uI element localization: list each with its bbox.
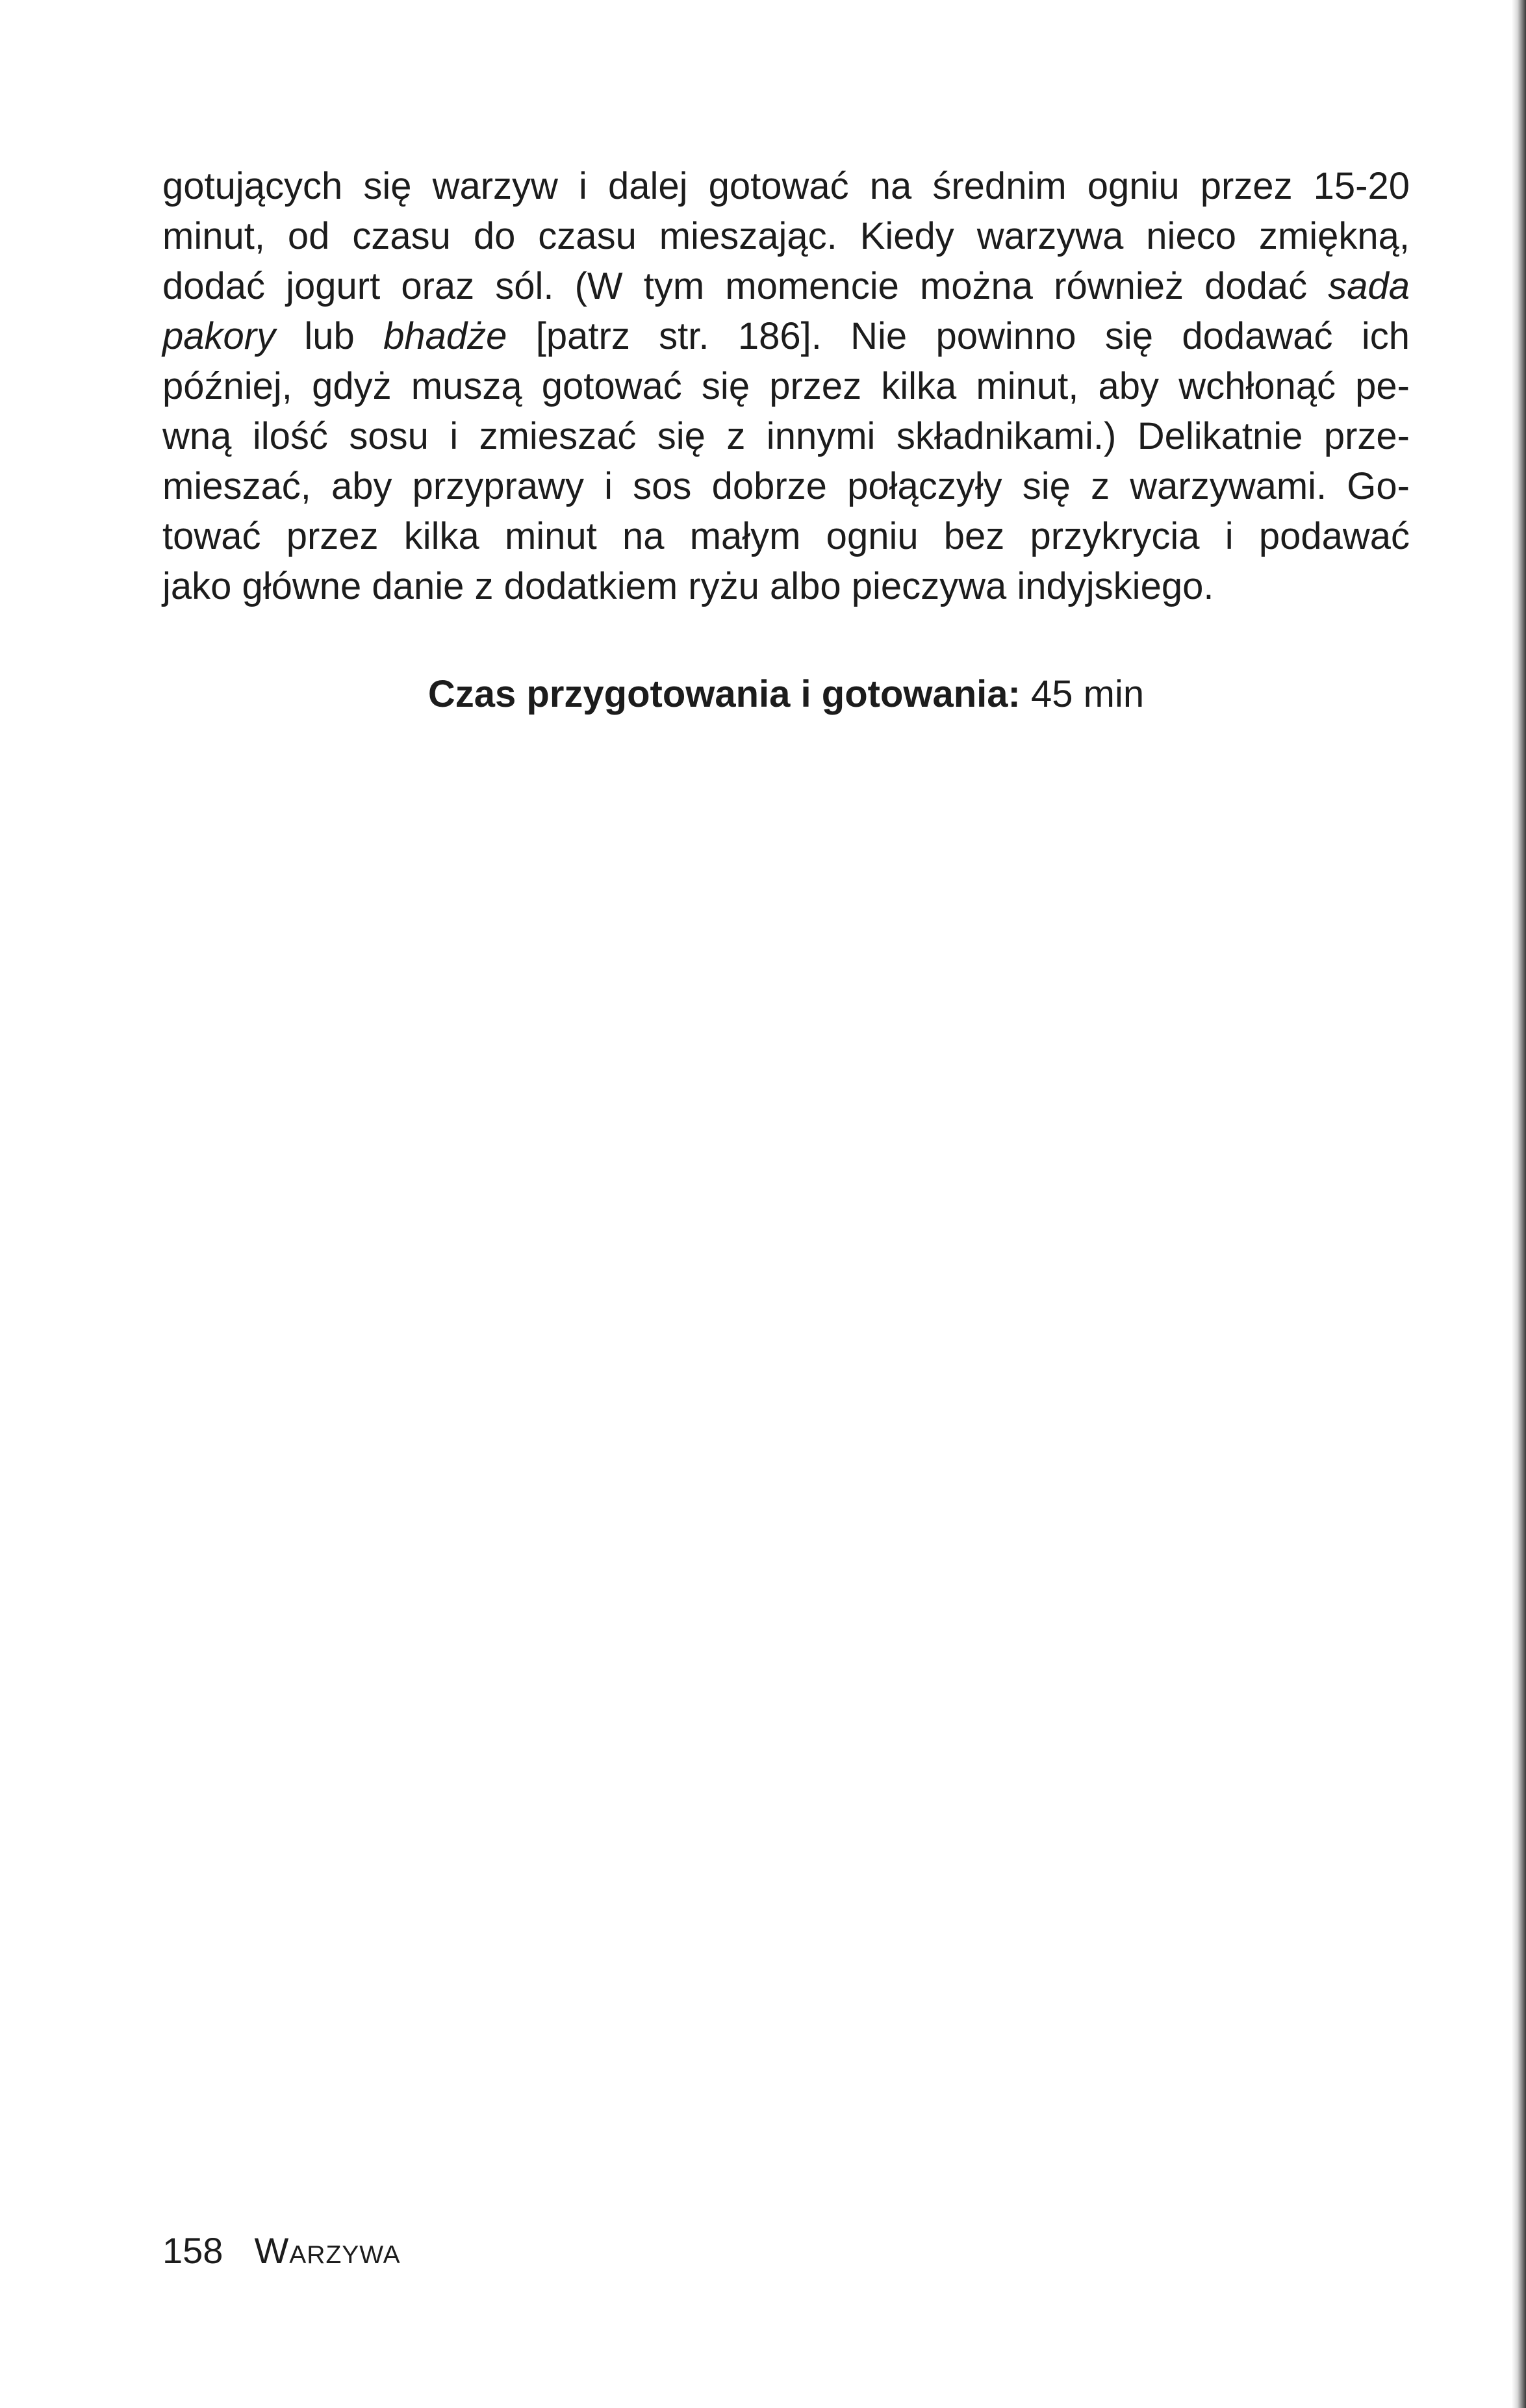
italic-term: bhadże [383, 315, 507, 357]
text-line: mieszać, aby przyprawy i sos dobrze połączyły się z warzywami. Go- [162, 465, 1410, 507]
page-footer [162, 2228, 401, 2274]
text-line: jako główne danie z dodatkiem ryżu albo pieczywa indyjskiego. [162, 565, 1214, 607]
italic-term: pakory [162, 315, 276, 357]
recipe-body-text [162, 161, 1410, 611]
prep-time-label: Czas przygotowania i gotowania: [427, 673, 1021, 715]
page-edge-shadow [1512, 0, 1526, 2408]
text-line [162, 311, 1410, 361]
text-line: minut, od czasu do czasu mieszając. Kiedy warzywa nieco zmiękną, [162, 215, 1410, 257]
text-line [162, 261, 1410, 311]
italic-term: sada [1328, 265, 1410, 307]
text-run: [patrz str. 186]. Nie powinno się dodawać ich [507, 315, 1410, 357]
prep-time-value: 45 min [1031, 673, 1145, 715]
text-line: wną ilość sosu i zmieszać się z innymi składnikami.) Delikatnie prze- [162, 415, 1410, 457]
prep-time [162, 669, 1410, 719]
text-line: później, gdyż muszą gotować się przez kilka minut, aby wchłonąć pe- [162, 365, 1410, 407]
text-run: dodać jogurt oraz sól. (W tym momencie można również dodać [162, 265, 1329, 307]
text-line: tować przez kilka minut na małym ogniu bez przykrycia i podawać [162, 515, 1410, 557]
section-title: Warzywa [254, 2230, 401, 2271]
text-run: lub [275, 315, 384, 357]
text-line: gotujących się warzyw i dalej gotować na średnim ogniu przez 15-20 [162, 165, 1410, 207]
page-number: 158 [162, 2230, 223, 2271]
